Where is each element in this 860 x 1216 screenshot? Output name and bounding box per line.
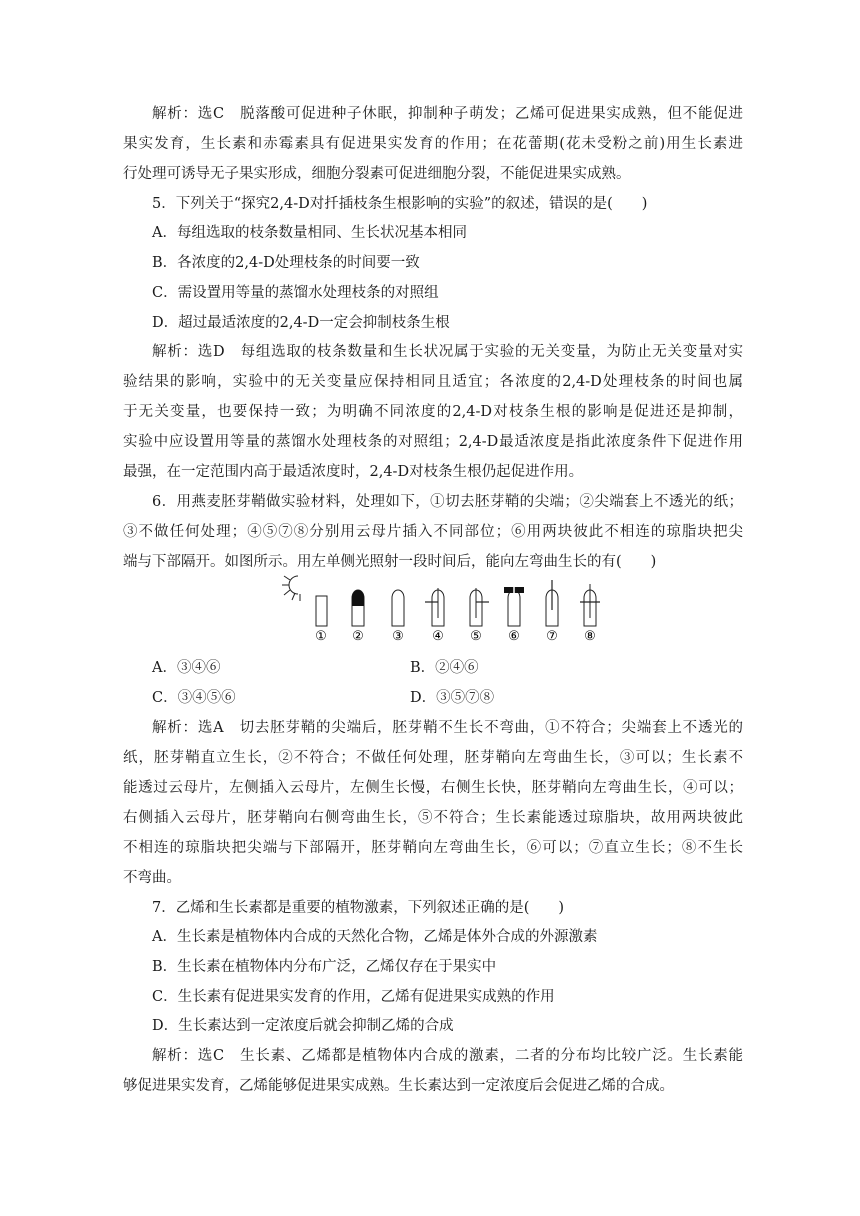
question-5-option-b: B．各浓度的2,4-D处理枝条的时间要一致 (152, 255, 420, 271)
question-6-option-d: D．③⑤⑦⑧ (410, 690, 495, 706)
figure-label-2: ② (352, 629, 364, 644)
analysis-6-line-6: 不弯曲。 (123, 870, 181, 886)
analysis-6-line-5: 不相连的琼脂块把尖端与下部隔开，胚芽鞘向左弯曲生长，⑥可以；⑦直立生长；⑧不生长 (123, 840, 743, 856)
analysis-5-line-4: 实验中应设置用等量的蒸馏水处理枝条的对照组；2,4-D最适浓度是指此浓度条件下促进作用 (123, 434, 743, 450)
question-6-stem-line-1: 6．用燕麦胚芽鞘做实验材料，处理如下，①切去胚芽鞘的尖端；②尖端套上不透光的纸； (152, 494, 743, 510)
analysis-6-line-3: 能透过云母片，左侧插入云母片，左侧生长慢，右侧生长快，胚芽鞘向左弯曲生长，④可以； (123, 780, 743, 796)
question-7-stem: 7．乙烯和生长素都是重要的植物激素，下列叙述正确的是( ) (152, 900, 565, 916)
question-7-option-a: A．生长素是植物体内合成的天然化合物，乙烯是体外合成的外源激素 (152, 929, 598, 945)
analysis-5-line-2: 验结果的影响，实验中的无关变量应保持相同且适宜；各浓度的2,4-D处理枝条的时间也属 (123, 374, 743, 390)
question-5-option-a: A．每组选取的枝条数量相同、生长状况基本相同 (152, 225, 467, 241)
question-5-option-c: C．需设置用等量的蒸馏水处理枝条的对照组 (152, 285, 439, 301)
question-6-stem-line-2: ③不做任何处理；④⑤⑦⑧分别用云母片插入不同部位；⑥用两块彼此不相连的琼脂块把尖 (123, 524, 743, 540)
question-5-stem: 5．下列关于“探究2,4-D对扦插枝条生根影响的实验”的叙述，错误的是( ) (152, 196, 648, 212)
question-7-option-b: B．生长素在植物体内分布广泛，乙烯仅存在于果实中 (152, 959, 497, 975)
opaque-cap (352, 590, 364, 606)
figure-label-7: ⑦ (546, 629, 558, 644)
coleoptile-3 (392, 590, 404, 626)
analysis-7-line-1: 解析：选C 生长素、乙烯都是植物体内合成的激素，二者的分布均比较广泛。生长素能 (152, 1048, 743, 1064)
question-6-stem-line-3: 端与下部隔开。如图所示。用左单侧光照射一段时间后，能向左弯曲生长的有( ) (123, 554, 657, 570)
sun-icon (282, 576, 300, 601)
coleoptile-figure (276, 574, 616, 644)
question-5-option-d: D．超过最适浓度的2,4-D一定会抑制枝条生根 (152, 315, 450, 331)
analysis-5-line-1: 解析：选D 每组选取的枝条数量和生长状况属于实验的无关变量，为防止无关变量对实 (152, 344, 743, 360)
coleoptile-6 (508, 590, 520, 626)
figure-label-1: ① (315, 629, 327, 644)
figure-label-6: ⑥ (508, 629, 520, 644)
figure-label-8: ⑧ (584, 629, 596, 644)
analysis-6-line-2: 纸，胚芽鞘直立生长，②不符合；不做任何处理，胚芽鞘向左弯曲生长，③可以；生长素不 (123, 750, 743, 766)
figure-label-3: ③ (392, 629, 404, 644)
analysis-5-line-3: 于无关变量，也要保持一致；为明确不同浓度的2,4-D对枝条生根的影响是促进还是抑制， (123, 404, 743, 420)
analysis-6-line-4: 右侧插入云母片，胚芽鞘向右侧弯曲生长，⑤不符合；生长素能透过琼脂块，故用两块彼此 (123, 810, 743, 826)
figure-label-4: ④ (432, 629, 444, 644)
question-6-option-c: C．③④⑤⑥ (152, 690, 236, 706)
question-6-option-b: B．②④⑥ (410, 660, 479, 676)
analysis-7-line-2: 够促进果实发育，乙烯能够促进果实成熟。生长素达到一定浓度后会促进乙烯的合成。 (123, 1078, 674, 1094)
question-6-option-a: A．③④⑥ (152, 660, 221, 676)
figure-label-5: ⑤ (470, 629, 482, 644)
analysis-6-line-1: 解析：选A 切去胚芽鞘的尖端后，胚芽鞘不生长不弯曲，①不符合；尖端套上不透光的 (152, 720, 743, 736)
question-7-option-c: C．生长素有促进果实发育的作用，乙烯有促进果实成熟的作用 (152, 989, 555, 1005)
question-7-option-d: D．生长素达到一定浓度后就会抑制乙烯的合成 (152, 1018, 454, 1034)
coleoptile-1 (316, 596, 327, 626)
analysis-4-line-2: 果实发育，生长素和赤霉素具有促进果实发育的作用；在花蕾期(花未受粉之前)用生长素进 (123, 136, 743, 152)
analysis-4-line-1: 解析：选C 脱落酸可促进种子休眠，抑制种子萌发；乙烯可促进果实成熟，但不能促进 (152, 106, 743, 122)
analysis-4-line-3: 行处理可诱导无子果实形成，细胞分裂素可促进细胞分裂，不能促进果实成熟。 (123, 166, 631, 182)
analysis-5-line-5: 最强，在一定范围内高于最适浓度时，2,4-D对枝条生根仍起促进作用。 (123, 464, 584, 480)
